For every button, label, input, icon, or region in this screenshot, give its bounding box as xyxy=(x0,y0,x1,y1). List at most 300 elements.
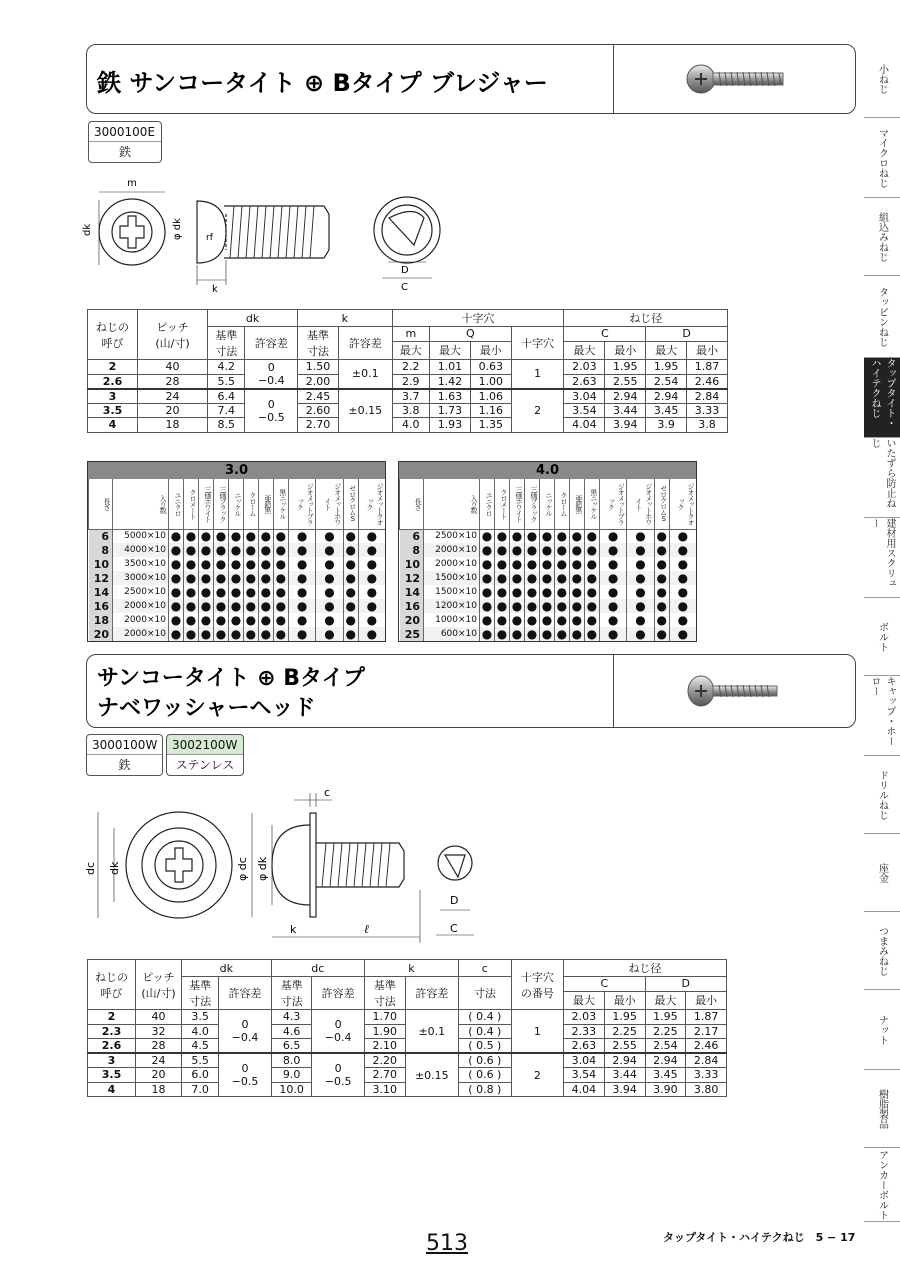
stock-length: 12 xyxy=(400,571,424,585)
stock-availability-dot: ● xyxy=(183,613,198,627)
stock-availability-dot: ● xyxy=(480,599,495,613)
th-cross: 十字穴 xyxy=(392,310,564,327)
cell-dk: 8.5 xyxy=(208,418,245,433)
cell-dc: 8.0 xyxy=(271,1053,312,1068)
stock-availability-dot: ● xyxy=(509,585,524,599)
stock-availability-dot: ● xyxy=(524,585,539,599)
stock-availability-dot: ● xyxy=(654,571,669,585)
dim-rf: rf xyxy=(206,233,213,243)
dim-phi-dk: φ dk xyxy=(172,218,183,240)
stock-col-header: クローム xyxy=(243,479,258,529)
stock-availability-dot: ● xyxy=(569,543,584,557)
stock-availability-dot: ● xyxy=(494,627,509,641)
stock-availability-dot: ● xyxy=(569,585,584,599)
th-tol: 許容差 xyxy=(405,977,458,1010)
stock-quantity: 2000×10 xyxy=(113,599,169,613)
th-cdim: 寸法 xyxy=(459,977,512,1010)
th-c: c xyxy=(459,960,512,977)
stock-row xyxy=(400,627,697,641)
material-label: 鉄 xyxy=(118,758,131,772)
stock-row xyxy=(89,627,386,641)
th-D: D xyxy=(645,977,727,992)
stock-availability-dot: ● xyxy=(524,627,539,641)
stock-col-header: 三価ホワイト xyxy=(198,479,213,529)
cell-dk-tol: 0 −0.4 xyxy=(245,360,298,389)
stock-length: 20 xyxy=(89,627,113,641)
dim-D: D xyxy=(450,894,459,907)
th-size: ねじの 呼び xyxy=(88,960,136,1010)
sidebar-tab[interactable]: 建材用スクリュー xyxy=(864,518,900,598)
cell-pitch: 18 xyxy=(138,418,208,433)
cell-size: 3 xyxy=(88,389,138,404)
stock-availability-dot: ● xyxy=(569,613,584,627)
cell-dc: 6.5 xyxy=(271,1039,312,1054)
cell-dmax: 2.94 xyxy=(645,1053,686,1068)
stock-availability-dot: ● xyxy=(494,585,509,599)
stock-availability-dot: ● xyxy=(358,571,385,585)
cell-pitch: 40 xyxy=(138,360,208,375)
spec-table-1 xyxy=(87,309,728,433)
th-dk: dk xyxy=(208,310,298,327)
sidebar-tab[interactable]: いたずら防止ねじ xyxy=(864,438,900,518)
stock-availability-dot: ● xyxy=(258,543,273,557)
stock-grid xyxy=(88,479,385,641)
cell-pitch: 40 xyxy=(136,1010,182,1025)
cell-cmax: 4.04 xyxy=(564,1082,605,1097)
dim-k: k xyxy=(212,284,218,295)
cell-m: 3.7 xyxy=(392,389,429,404)
cell-dc: 10.0 xyxy=(271,1082,312,1097)
stock-quantity: 2500×10 xyxy=(424,529,480,543)
stock-availability-dot: ● xyxy=(273,599,288,613)
stock-title: 4.0 xyxy=(399,462,696,479)
stock-availability-dot: ● xyxy=(599,557,626,571)
th-max: 最大 xyxy=(392,341,429,359)
table-row xyxy=(88,418,728,433)
cell-dk: 5.5 xyxy=(182,1053,219,1068)
sidebar-tab[interactable]: ドリルねじ xyxy=(864,756,900,834)
stock-availability-dot: ● xyxy=(569,599,584,613)
stock-availability-dot: ● xyxy=(243,627,258,641)
stock-availability-dot: ● xyxy=(494,529,509,543)
sidebar-tab[interactable]: マイクロねじ xyxy=(864,118,900,198)
stock-availability-dot: ● xyxy=(494,599,509,613)
cell-cross: 1 xyxy=(511,1010,563,1054)
stock-availability-dot: ● xyxy=(288,585,315,599)
cell-dk: 5.5 xyxy=(208,374,245,389)
stock-availability-dot: ● xyxy=(169,627,184,641)
cell-pitch: 24 xyxy=(136,1053,182,1068)
stock-availability-dot: ● xyxy=(584,599,599,613)
cell-dmin: 1.87 xyxy=(687,360,728,375)
stock-availability-dot: ● xyxy=(183,543,198,557)
th-size: ねじの 呼び xyxy=(88,310,138,360)
material-label: 鉄 xyxy=(118,145,131,159)
stock-availability-dot: ● xyxy=(669,599,696,613)
stock-row xyxy=(400,571,697,585)
cell-pitch: 32 xyxy=(136,1024,182,1039)
dim-C: C xyxy=(450,922,458,935)
cell-dk: 6.0 xyxy=(182,1068,219,1083)
th-k-tol: 許容差 xyxy=(338,327,392,360)
stock-availability-dot: ● xyxy=(228,529,243,543)
stock-row xyxy=(400,543,697,557)
cell-k-tol: ±0.15 xyxy=(338,389,392,433)
stock-availability-dot: ● xyxy=(494,571,509,585)
cell-qmin: 1.16 xyxy=(470,403,511,418)
cell-cross: 1 xyxy=(511,360,564,389)
stock-availability-dot: ● xyxy=(213,557,228,571)
stock-availability-dot: ● xyxy=(213,599,228,613)
stock-availability-dot: ● xyxy=(258,627,273,641)
th-D: D xyxy=(646,327,728,342)
stock-availability-dot: ● xyxy=(627,613,654,627)
cell-dk: 4.2 xyxy=(208,360,245,375)
stock-col-header: ジオメットホワイト xyxy=(627,479,654,529)
th-thread: ねじ径 xyxy=(564,960,727,977)
stock-availability-dot: ● xyxy=(669,557,696,571)
stock-quantity: 5000×10 xyxy=(113,529,169,543)
cell-dc-tol: 0 −0.4 xyxy=(312,1010,364,1054)
th-pitch: ピッチ (山/寸) xyxy=(138,310,208,360)
stock-availability-dot: ● xyxy=(169,613,184,627)
stock-col-header: ジオメットブラック xyxy=(288,479,315,529)
cell-qmax: 1.93 xyxy=(430,418,471,433)
cell-k: 2.10 xyxy=(364,1039,405,1054)
stock-availability-dot: ● xyxy=(343,543,358,557)
cell-size: 4 xyxy=(88,1082,136,1097)
cell-k-tol: ±0.15 xyxy=(405,1053,458,1097)
dim-dc: dc xyxy=(84,861,97,875)
cell-cmin: 2.25 xyxy=(604,1024,645,1039)
cell-dmin: 2.17 xyxy=(686,1024,727,1039)
cell-dmin: 1.87 xyxy=(686,1010,727,1025)
stock-availability-dot: ● xyxy=(654,543,669,557)
stock-availability-dot: ● xyxy=(198,613,213,627)
stock-availability-dot: ● xyxy=(584,557,599,571)
stock-length: 8 xyxy=(89,543,113,557)
stock-availability-dot: ● xyxy=(183,599,198,613)
stock-availability-dot: ● xyxy=(213,529,228,543)
stock-col-header: 三価ブラック xyxy=(213,479,228,529)
stock-availability-dot: ● xyxy=(494,543,509,557)
stock-availability-dot: ● xyxy=(316,571,343,585)
th-dc: dc xyxy=(271,960,364,977)
stock-row xyxy=(89,557,386,571)
stock-availability-dot: ● xyxy=(669,627,696,641)
stock-quantity: 1200×10 xyxy=(424,599,480,613)
stock-availability-dot: ● xyxy=(627,557,654,571)
stock-availability-dot: ● xyxy=(288,543,315,557)
stock-row xyxy=(400,557,697,571)
stock-availability-dot: ● xyxy=(228,627,243,641)
stock-availability-dot: ● xyxy=(554,627,569,641)
th-tol: 許容差 xyxy=(219,977,271,1010)
stock-availability-dot: ● xyxy=(569,557,584,571)
cell-cmin: 2.94 xyxy=(604,1053,645,1068)
th-k-nominal: 基準 寸法 xyxy=(298,327,339,360)
th-dk-nominal: 基準 寸法 xyxy=(208,327,245,360)
cell-c: ( 0.5 ) xyxy=(459,1039,512,1054)
stock-availability-dot: ● xyxy=(569,529,584,543)
stock-col-header: 長さ xyxy=(89,479,113,529)
cell-dmin: 2.46 xyxy=(686,1039,727,1054)
stock-length: 10 xyxy=(89,557,113,571)
sidebar-tab[interactable]: アンカーボルト xyxy=(864,1148,900,1222)
stock-quantity: 2000×10 xyxy=(424,543,480,557)
th-cross-no: 十字穴 xyxy=(511,327,564,360)
stock-availability-dot: ● xyxy=(627,585,654,599)
cell-dmin: 3.33 xyxy=(686,1068,727,1083)
cell-qmin: 1.35 xyxy=(470,418,511,433)
stock-availability-dot: ● xyxy=(654,585,669,599)
stock-length: 8 xyxy=(400,543,424,557)
stock-availability-dot: ● xyxy=(539,557,554,571)
table-row xyxy=(88,374,728,389)
cell-dmin: 2.46 xyxy=(687,374,728,389)
cell-dmin: 3.33 xyxy=(687,403,728,418)
stock-col-header: 三価ホワイト xyxy=(509,479,524,529)
stock-availability-dot: ● xyxy=(228,585,243,599)
stock-availability-dot: ● xyxy=(599,599,626,613)
stock-availability-dot: ● xyxy=(480,571,495,585)
cell-cmin: 3.44 xyxy=(605,403,646,418)
cell-dmax: 3.9 xyxy=(646,418,687,433)
cell-cmax: 4.04 xyxy=(564,418,605,433)
sidebar-tab[interactable]: 座金 xyxy=(864,834,900,912)
stock-availability-dot: ● xyxy=(539,571,554,585)
product-code-tag xyxy=(166,734,244,776)
sidebar-tab[interactable]: 組込みねじ xyxy=(864,198,900,276)
cell-size: 3.5 xyxy=(88,1068,136,1083)
stock-availability-dot: ● xyxy=(169,529,184,543)
stock-availability-dot: ● xyxy=(258,571,273,585)
cell-dmax: 2.54 xyxy=(645,1039,686,1054)
stock-availability-dot: ● xyxy=(539,529,554,543)
cell-dk: 6.4 xyxy=(208,389,245,404)
cell-cmin: 3.94 xyxy=(604,1082,645,1097)
spec-table-2 xyxy=(87,959,727,1097)
cell-cmax: 3.54 xyxy=(564,403,605,418)
cell-pitch: 28 xyxy=(138,374,208,389)
th-min: 最小 xyxy=(687,341,728,359)
cell-dk: 4.0 xyxy=(182,1024,219,1039)
stock-availability-dot: ● xyxy=(480,529,495,543)
stock-col-header: 長さ xyxy=(400,479,424,529)
section2-title-box xyxy=(86,654,856,728)
cell-qmax: 1.01 xyxy=(430,360,471,375)
dim-phi-dk: φ dk xyxy=(256,856,269,881)
cell-cmin: 1.95 xyxy=(605,360,646,375)
stock-row xyxy=(89,543,386,557)
stock-availability-dot: ● xyxy=(243,599,258,613)
stock-availability-dot: ● xyxy=(343,627,358,641)
stock-availability-dot: ● xyxy=(554,557,569,571)
cell-dk: 4.5 xyxy=(182,1039,219,1054)
cell-m: 4.0 xyxy=(392,418,429,433)
stock-quantity: 3500×10 xyxy=(113,557,169,571)
cell-k: 2.20 xyxy=(364,1053,405,1068)
stock-availability-dot: ● xyxy=(316,557,343,571)
cell-dc-tol: 0 −0.5 xyxy=(312,1053,364,1097)
stock-col-header: ニッケル xyxy=(228,479,243,529)
stock-availability-dot: ● xyxy=(509,571,524,585)
sidebar-tab[interactable]: 樹脂製品 xyxy=(864,1070,900,1148)
stock-quantity: 2000×10 xyxy=(113,627,169,641)
th-Q: Q xyxy=(430,327,512,342)
stock-col-header: 三価ブラック xyxy=(524,479,539,529)
stock-availability-dot: ● xyxy=(228,599,243,613)
stock-row xyxy=(89,599,386,613)
stock-col-header: 亜鉛黒 xyxy=(258,479,273,529)
stock-availability-dot: ● xyxy=(316,543,343,557)
dim-dk: dk xyxy=(82,223,93,236)
stock-table-3-0 xyxy=(87,461,386,642)
stock-quantity: 3000×10 xyxy=(113,571,169,585)
stock-availability-dot: ● xyxy=(198,627,213,641)
cell-pitch: 24 xyxy=(138,389,208,404)
dim-k: k xyxy=(290,923,297,936)
stock-availability-dot: ● xyxy=(669,543,696,557)
cell-dk-tol: 0 −0.5 xyxy=(219,1053,271,1097)
cell-cmax: 3.04 xyxy=(564,1053,605,1068)
stock-quantity: 4000×10 xyxy=(113,543,169,557)
stock-availability-dot: ● xyxy=(524,543,539,557)
stock-availability-dot: ● xyxy=(569,571,584,585)
cell-pitch: 20 xyxy=(136,1068,182,1083)
stock-availability-dot: ● xyxy=(258,557,273,571)
sidebar-tab[interactable]: ボルト xyxy=(864,598,900,676)
stock-availability-dot: ● xyxy=(273,571,288,585)
stock-col-header: 黒ニッケル xyxy=(273,479,288,529)
stock-availability-dot: ● xyxy=(258,613,273,627)
stock-length: 18 xyxy=(89,613,113,627)
cell-k: 1.70 xyxy=(364,1010,405,1025)
stock-col-header: ジオメットクオック xyxy=(358,479,385,529)
stock-row xyxy=(89,529,386,543)
cell-c: ( 0.4 ) xyxy=(459,1024,512,1039)
cell-qmax: 1.73 xyxy=(430,403,471,418)
sidebar-tab[interactable]: キャップ・ホーロー xyxy=(864,676,900,756)
cell-cmax: 2.03 xyxy=(564,1010,605,1025)
cell-dk: 7.0 xyxy=(182,1082,219,1097)
stock-col-header: ジオメットクオック xyxy=(669,479,696,529)
stock-availability-dot: ● xyxy=(554,543,569,557)
cell-size: 3.5 xyxy=(88,403,138,418)
cell-cross: 2 xyxy=(511,389,564,433)
stock-grid xyxy=(399,479,696,641)
cell-dmax: 2.25 xyxy=(645,1024,686,1039)
stock-quantity: 1500×10 xyxy=(424,585,480,599)
stock-availability-dot: ● xyxy=(669,571,696,585)
page-number: 513 xyxy=(426,1231,468,1256)
material-label: ステンレス xyxy=(167,755,243,775)
cell-pitch: 18 xyxy=(136,1082,182,1097)
stock-availability-dot: ● xyxy=(539,543,554,557)
stock-availability-dot: ● xyxy=(213,613,228,627)
product-code: 3000100E xyxy=(89,122,161,142)
stock-availability-dot: ● xyxy=(273,585,288,599)
cell-cmax: 3.04 xyxy=(564,389,605,404)
cell-m: 3.8 xyxy=(392,403,429,418)
stock-length: 20 xyxy=(400,613,424,627)
cell-dmax: 1.95 xyxy=(645,1010,686,1025)
stock-availability-dot: ● xyxy=(169,599,184,613)
dim-m: m xyxy=(127,178,137,189)
stock-availability-dot: ● xyxy=(654,613,669,627)
stock-availability-dot: ● xyxy=(343,613,358,627)
dim-C: C xyxy=(401,282,408,293)
sidebar-tab[interactable]: つまみねじ xyxy=(864,912,900,990)
stock-availability-dot: ● xyxy=(524,529,539,543)
th-max: 最大 xyxy=(564,341,605,359)
stock-availability-dot: ● xyxy=(198,571,213,585)
stock-availability-dot: ● xyxy=(654,529,669,543)
cell-size: 2 xyxy=(88,1010,136,1025)
stock-availability-dot: ● xyxy=(509,613,524,627)
cell-cmax: 2.63 xyxy=(564,1039,605,1054)
stock-availability-dot: ● xyxy=(243,557,258,571)
stock-availability-dot: ● xyxy=(228,571,243,585)
stock-availability-dot: ● xyxy=(599,613,626,627)
sidebar-tab[interactable]: 小ねじ xyxy=(864,40,900,118)
stock-availability-dot: ● xyxy=(316,613,343,627)
th-dk-tol: 許容差 xyxy=(245,327,298,360)
dim-phi-dc: φ dc xyxy=(236,857,249,881)
th-dk: dk xyxy=(182,960,272,977)
th-pitch: ピッチ (山/寸) xyxy=(136,960,182,1010)
sidebar-tab[interactable]: タップタイト・ハイテクねじ xyxy=(864,358,900,438)
stock-col-header: 亜鉛黒 xyxy=(569,479,584,529)
th-min: 最小 xyxy=(604,991,645,1009)
stock-availability-dot: ● xyxy=(669,613,696,627)
cell-size: 2 xyxy=(88,360,138,375)
stock-availability-dot: ● xyxy=(243,571,258,585)
stock-col-header: 入り数 xyxy=(113,479,169,529)
th-nominal: 基準 寸法 xyxy=(271,977,312,1010)
cell-cmax: 2.03 xyxy=(564,360,605,375)
cell-dmin: 2.84 xyxy=(687,389,728,404)
th-m: m xyxy=(392,327,429,342)
stock-availability-dot: ● xyxy=(169,585,184,599)
cell-k: 1.90 xyxy=(364,1024,405,1039)
stock-availability-dot: ● xyxy=(569,627,584,641)
th-C: C xyxy=(564,327,646,342)
section1-title: 鉄 サンコータイト ⊕ Bタイプ ブレジャー xyxy=(97,69,548,97)
stock-quantity: 600×10 xyxy=(424,627,480,641)
stock-availability-dot: ● xyxy=(480,585,495,599)
dim-dk: dk xyxy=(108,861,121,875)
stock-availability-dot: ● xyxy=(316,627,343,641)
stock-availability-dot: ● xyxy=(258,599,273,613)
stock-row xyxy=(89,571,386,585)
table-row xyxy=(88,1053,727,1068)
cell-size: 2.3 xyxy=(88,1024,136,1039)
section2-title-line2: ナベワッシャーヘッド xyxy=(97,696,316,721)
stock-availability-dot: ● xyxy=(213,571,228,585)
cell-qmax: 1.42 xyxy=(430,374,471,389)
cell-cmin: 3.44 xyxy=(604,1068,645,1083)
stock-availability-dot: ● xyxy=(358,599,385,613)
sidebar-tab[interactable]: ナット xyxy=(864,990,900,1070)
sidebar-tab[interactable]: タッピンねじ xyxy=(864,276,900,358)
stock-availability-dot: ● xyxy=(258,585,273,599)
stock-col-header: クローム xyxy=(554,479,569,529)
stock-availability-dot: ● xyxy=(509,627,524,641)
cell-dmin: 2.84 xyxy=(686,1053,727,1068)
stock-availability-dot: ● xyxy=(183,585,198,599)
stock-length: 14 xyxy=(89,585,113,599)
